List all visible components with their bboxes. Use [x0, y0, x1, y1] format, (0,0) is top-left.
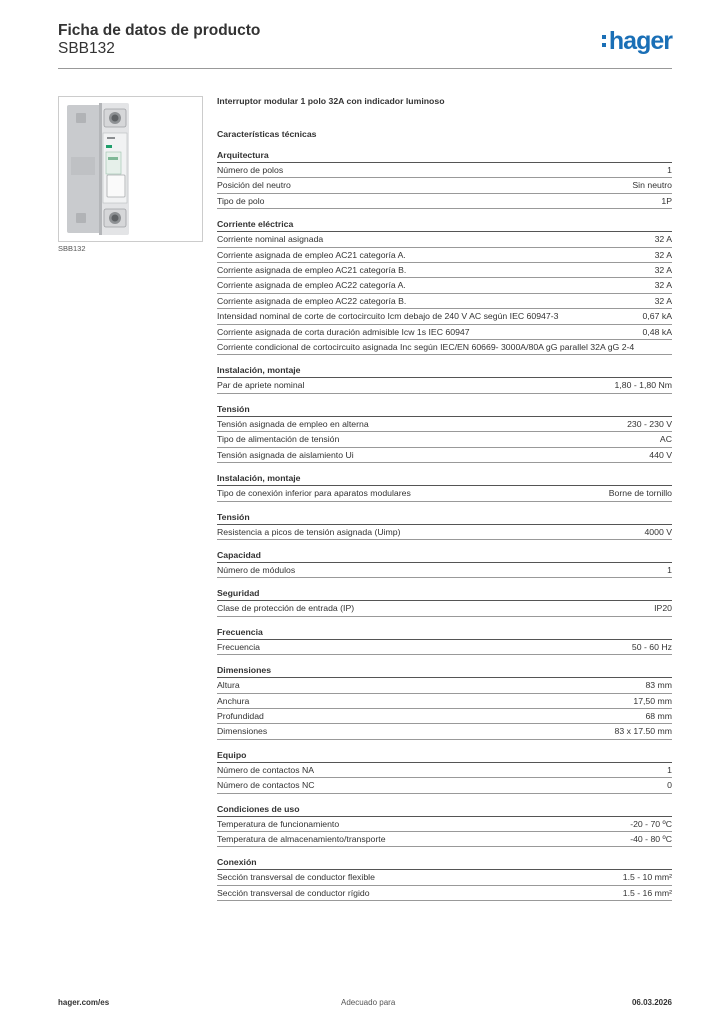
- section-heading: Capacidad: [217, 550, 672, 563]
- spec-value: 32 A: [654, 234, 672, 245]
- spec-value: 1P: [661, 195, 672, 206]
- image-caption: SBB132: [58, 244, 86, 253]
- spec-section: [217, 219, 672, 355]
- spec-label: Tipo de alimentación de tensión: [217, 434, 340, 445]
- footer-date: 06.03.2026: [631, 998, 672, 1007]
- spec-row: [217, 640, 672, 655]
- spec-value: 0,67 kA: [642, 311, 672, 322]
- spec-label: Temperatura de funcionamiento: [217, 818, 340, 829]
- spec-value: 32 A: [654, 280, 672, 291]
- section-heading: Seguridad: [217, 588, 672, 601]
- spec-label: Tipo de polo: [217, 195, 265, 206]
- spec-row: [217, 263, 672, 278]
- spec-label: Número de contactos NC: [217, 780, 315, 791]
- spec-label: Corriente nominal asignada: [217, 234, 324, 245]
- spec-value: 32 A: [654, 265, 672, 276]
- section-heading: Frecuencia: [217, 627, 672, 640]
- spec-value: 83 mm: [645, 680, 672, 691]
- spec-label: Temperatura de almacenamiento/transporte: [217, 833, 386, 844]
- spec-row: [217, 194, 672, 209]
- spec-label: Sección transversal de conductor rígido: [217, 887, 370, 898]
- footer-suitable: Adecuado para: [341, 998, 396, 1007]
- spec-row: [217, 432, 672, 447]
- spec-value: -20 - 70 ºC: [630, 818, 672, 829]
- footer-website: hager.com/es: [58, 998, 110, 1007]
- spec-section: [217, 750, 672, 794]
- page-title: Ficha de datos de producto: [58, 22, 261, 39]
- spec-label: Corriente condicional de cortocircuito asignada Inc según IEC/EN 60669- 3000A/80A gG parallel 32A gG 2-4: [217, 342, 635, 353]
- spec-section: [217, 550, 672, 578]
- spec-label: Corriente asignada de empleo AC22 categoría B.: [217, 295, 407, 306]
- spec-row: [217, 678, 672, 693]
- spec-label: Par de apriete nominal: [217, 380, 305, 391]
- spec-row: [217, 886, 672, 901]
- section-heading: Dimensiones: [217, 665, 672, 678]
- spec-row: [217, 563, 672, 578]
- spec-section: [217, 804, 672, 848]
- spec-value: Borne de tornillo: [608, 488, 672, 499]
- spec-value: 50 - 60 Hz: [631, 641, 672, 652]
- spec-section: [217, 473, 672, 501]
- spec-row: [217, 724, 672, 739]
- spec-section: [217, 627, 672, 655]
- spec-row: [217, 817, 672, 832]
- spec-value: 1: [667, 564, 672, 575]
- section-heading: Instalación, montaje: [217, 365, 672, 378]
- section-heading: Equipo: [217, 750, 672, 763]
- spec-row: [217, 709, 672, 724]
- section-heading: Tensión: [217, 404, 672, 417]
- spec-label: Tipo de conexión inferior para aparatos modulares: [217, 488, 411, 499]
- spec-label: Sección transversal de conductor flexible: [217, 872, 375, 883]
- spec-label: Corriente asignada de empleo AC21 categoría B.: [217, 265, 407, 276]
- spec-row: [217, 601, 672, 616]
- spec-row: [217, 309, 672, 324]
- spec-label: Altura: [217, 680, 240, 691]
- section-heading: Condiciones de uso: [217, 804, 672, 817]
- spec-value: 4000 V: [644, 526, 672, 537]
- product-code: SBB132: [58, 40, 115, 57]
- spec-label: Número de contactos NA: [217, 764, 315, 775]
- spec-row: [217, 525, 672, 540]
- spec-row: [217, 378, 672, 393]
- spec-row: [217, 778, 672, 793]
- spec-row: [217, 694, 672, 709]
- hager-logo: [609, 27, 672, 56]
- spec-value: 83 x 17.50 mm: [614, 726, 672, 737]
- spec-row: [217, 325, 672, 340]
- section-heading: Conexión: [217, 857, 672, 870]
- spec-row: [217, 448, 672, 463]
- spec-value: 32 A: [654, 295, 672, 306]
- spec-label: Tensión asignada de aislamiento Ui: [217, 449, 354, 460]
- spec-row: [217, 486, 672, 501]
- spec-row: [217, 178, 672, 193]
- spec-content: [217, 96, 672, 911]
- spec-value: 1.5 - 10 mm²: [622, 872, 672, 883]
- spec-section: [217, 857, 672, 901]
- spec-label: Intensidad nominal de corte de cortocircuito Icm debajo de 240 V AC según IEC 60947-3: [217, 311, 559, 322]
- spec-value: 1: [667, 165, 672, 175]
- spec-row: [217, 248, 672, 263]
- spec-value: 0,48 kA: [642, 326, 672, 337]
- spec-label: Número de módulos: [217, 564, 296, 575]
- spec-label: Corriente asignada de empleo AC21 categoría A.: [217, 249, 406, 260]
- header-divider: [58, 68, 672, 69]
- spec-section: [217, 365, 672, 393]
- spec-label: Posición del neutro: [217, 180, 291, 191]
- circuit-breaker-icon: [59, 97, 202, 241]
- spec-label: Resistencia a picos de tensión asignada (Uimp): [217, 526, 401, 537]
- spec-row: [217, 870, 672, 885]
- spec-value: 1: [667, 764, 672, 775]
- spec-row: [217, 340, 672, 355]
- spec-label: Clase de protección de entrada (IP): [217, 603, 355, 614]
- logo-text: hager: [608, 27, 672, 55]
- spec-label: Número de polos: [217, 165, 284, 175]
- logo-dots-icon: [602, 35, 606, 49]
- section-heading: Tensión: [217, 512, 672, 525]
- spec-section: [217, 150, 672, 209]
- spec-label: Corriente asignada de empleo AC22 categoría A.: [217, 280, 406, 291]
- spec-label: Profundidad: [217, 710, 264, 721]
- spec-label: Anchura: [217, 695, 250, 706]
- spec-value: -40 - 80 ºC: [630, 833, 672, 844]
- characteristics-heading: Características técnicas: [217, 129, 317, 139]
- section-heading: Arquitectura: [217, 150, 672, 163]
- spec-label: Frecuencia: [217, 641, 260, 652]
- spec-value: 440 V: [649, 449, 672, 460]
- spec-value: 32 A: [654, 249, 672, 260]
- spec-sections: [217, 150, 672, 901]
- spec-row: [217, 232, 672, 247]
- spec-section: [217, 665, 672, 740]
- spec-label: Corriente asignada de corta duración admisible Icw 1s IEC 60947: [217, 326, 470, 337]
- section-heading: Corriente eléctrica: [217, 219, 672, 232]
- spec-row: [217, 163, 672, 178]
- spec-label: Dimensiones: [217, 726, 268, 737]
- spec-value: 230 - 230 V: [627, 418, 672, 429]
- section-heading: Instalación, montaje: [217, 473, 672, 486]
- product-image: [58, 96, 203, 242]
- spec-value: AC: [659, 434, 672, 445]
- spec-section: [217, 588, 672, 616]
- spec-section: [217, 512, 672, 540]
- spec-row: [217, 278, 672, 293]
- spec-label: Tensión asignada de empleo en alterna: [217, 418, 369, 429]
- product-title: Interruptor modular 1 polo 32A con indicador luminoso: [217, 96, 445, 106]
- spec-row: [217, 294, 672, 309]
- spec-value: 1,80 - 1,80 Nm: [614, 380, 672, 391]
- spec-value: IP20: [654, 603, 672, 614]
- spec-row: [217, 832, 672, 847]
- spec-row: [217, 763, 672, 778]
- spec-value: 1.5 - 16 mm²: [622, 887, 672, 898]
- spec-value: 0: [667, 780, 672, 791]
- spec-value: 17,50 mm: [633, 695, 672, 706]
- spec-section: [217, 404, 672, 463]
- spec-value: 68 mm: [645, 710, 672, 721]
- spec-value: Sin neutro: [632, 180, 672, 191]
- spec-row: [217, 417, 672, 432]
